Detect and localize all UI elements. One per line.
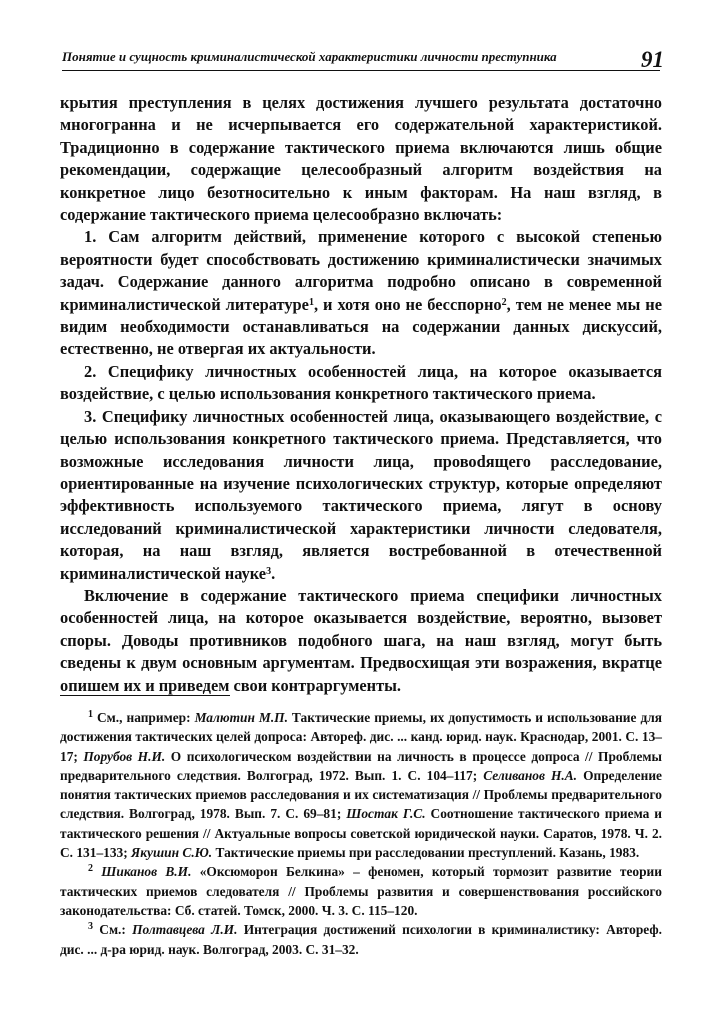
paragraph-text: . (271, 563, 276, 583)
paragraph-text: 1. Сам алгоритм действий, применение которого с высокой степенью вероятности будет способствовать достижению криминалистически значимых задач. Содержание данного алгоритма подробно описано в современной криминалистической литературе (60, 227, 662, 314)
footnote-2 (60, 862, 662, 920)
footnote-text: См., например: (93, 710, 195, 725)
paragraph-item-3 (60, 406, 662, 585)
running-title: Понятие и сущность криминалистической характеристики личности преступника (62, 49, 557, 64)
paragraph-item-1 (60, 226, 662, 360)
footnotes (60, 708, 662, 959)
page-header (62, 44, 664, 72)
footnote-number: 1 (88, 709, 93, 720)
footnote-3 (60, 920, 662, 959)
paragraph-text: крытия преступления в целях достижения лучшего результата достаточно многогранна и не исчерпывается его содержательной характеристикой. Традиционно в содержание тактического приема включаются лишь общие рекомендации, содержащие целесообразный алгоритм воздействия на конкретное лицо безотносительно к иным факторам. На наш взгляд, в содержание тактического приема целесообразно включать: (60, 93, 662, 225)
paragraph-text: 3. Специфику личностных особенностей лица, оказывающего воздействие, с целью использования конкретного тактического приема. Представляется, что возможные исследования личности лица, провоdящего расследование, ориентированные на изучение психологических структур, которые определяют эффективность используемого тактического приема, лягут в основу исследований криминалистической характеристики личности следователя, которая, на наш взгляд, является востребованной в отечественной криминалистической науке (60, 406, 662, 583)
footnote-text: Тактические приемы, их допустимость и использование для достижения тактических целей допроса: Автореф. дис. ... канд. юрид. наук. Краснодар, 2001. С. 13–17; (60, 710, 662, 764)
footnote-author: Малютин М.П. (194, 710, 288, 725)
footnote-author: Полтавцева Л.И. (132, 922, 238, 938)
footnote-author: Шиканов В.И. (101, 864, 192, 880)
footnote-author: Якушин С.Ю. (131, 845, 213, 861)
footnote-ref-1: 1 (308, 296, 314, 308)
footnote-text: Интеграция достижений психологии в криминалистику: Автореф. дис. ... д-ра юрид. наук. Волгоград, 2003. С. 31–32. (60, 922, 662, 957)
paragraph-conclusion (60, 585, 662, 697)
footnote-author: Шостак Г.С. (346, 806, 426, 822)
footnote-text: См.: (93, 922, 133, 938)
paragraph-continuation (60, 92, 662, 226)
footnote-1 (60, 708, 662, 862)
paragraph-text: , тем не менее мы не видим необходимости останавливаться на содержании данных дискуссий, естественно, не отвергая их актуальности. (60, 294, 662, 359)
main-text (60, 92, 662, 697)
footnote-author: Селиванов Н.А. (483, 767, 578, 783)
footnote-text: О психологическом воздействии на личность в процессе допроса // Проблемы предварительного следствия. Волгоград, 1972. Вып. 1. С. 104–117; (60, 748, 662, 783)
footnote-number: 3 (88, 921, 93, 933)
footnote-author: Порубов Н.И. (83, 748, 166, 764)
footnote-ref-2: 2 (501, 296, 507, 308)
footnote-text: Определение понятия тактических приемов расследования и их систематизация // Проблемы предварительного следствия. Волгоград, 1978. Вып. 7. С. 69–81; (60, 767, 662, 822)
footnote-number: 2 (88, 863, 93, 875)
page-number: 91 (641, 47, 664, 72)
footnote-text: Тактические приемы при расследовании преступлений. Казань, 1983. (212, 845, 640, 861)
footnote-text: Соотношение тактического приема и тактического решения // Актуальные вопросы советской юридической науки. Саратов, 1978. Ч. 2. С. 131–133; (60, 806, 662, 861)
paragraph-item-2 (60, 361, 662, 406)
footnote-text: «Оксюморон Белкина» – феномен, который тормозит развитие теории тактических приемов следователя // Проблемы развития и совершенствования российского законодательства: Сб. статей. Томск, 2000. Ч. 3. С. 115–120. (60, 864, 662, 918)
paragraph-text: Включение в содержание тактического приема специфики личностных особенностей лица, на которое оказывается воздействие, вероятно, вызовет споры. Доводы противников подобного шага, на наш взгляд, могут быть сведены к двум основным аргументам. Предвосхищая эти возражения, вкратце опишем их и приведем свои контраргументы. (60, 585, 662, 695)
footnote-ref-3: 3 (266, 565, 272, 577)
paragraph-text: , и хотя оно не бесспорно (313, 294, 502, 314)
paragraph-text: 2. Специфику личностных особенностей лица, на которое оказывается воздействие, с целью использования конкретного тактического приема. (60, 361, 662, 404)
footnote-separator (60, 695, 230, 696)
